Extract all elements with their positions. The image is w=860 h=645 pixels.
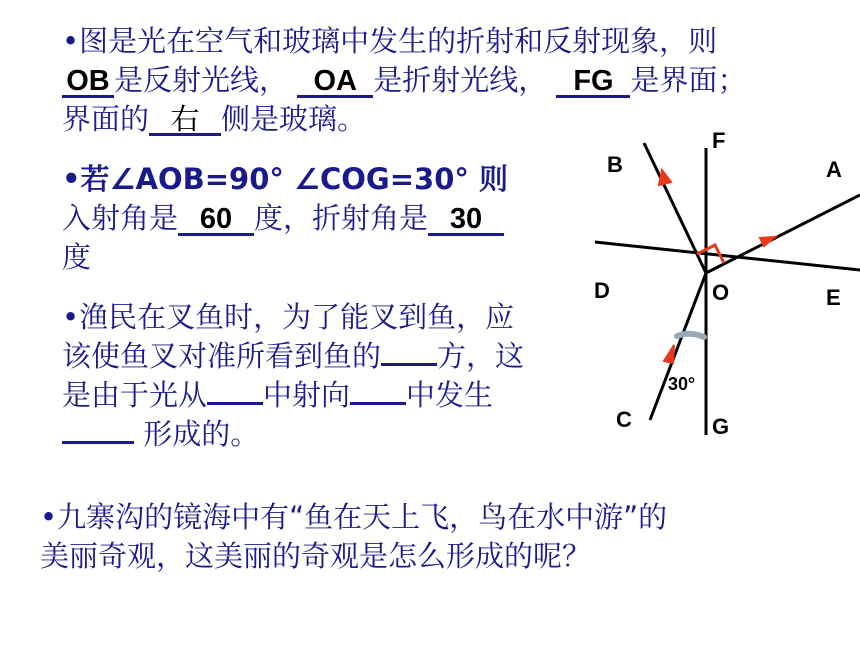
label-E: E [826, 285, 841, 310]
arrow-on-CO [664, 345, 674, 363]
answer-glass-side: 右 [149, 105, 221, 136]
arrow-on-OB [659, 170, 671, 185]
q3-text-direction: 方，这 [437, 339, 525, 373]
answer-interface: FG [556, 67, 630, 98]
q2-line-3: 度 [62, 240, 92, 274]
label-F: F [712, 128, 726, 153]
q2-line-1: •若∠AOB=90° ∠COG=30° 则 [62, 162, 508, 196]
q1-line-1: •图是光在空气和玻璃中发生的折射和反射现象，则 [62, 24, 718, 58]
q3-text-to: 中射向 [263, 378, 351, 412]
q3-text-from: 是由于光从 [62, 378, 208, 412]
q1-text-refracted: 是折射光线， [373, 63, 548, 97]
ray-OB [644, 143, 706, 273]
interface-line-DE [595, 242, 860, 270]
q2-text-refraction: 度，折射角是 [254, 201, 429, 235]
q1-text-side-suffix: 侧是玻璃。 [221, 102, 367, 136]
answer-incidence-angle: 60 [178, 205, 254, 236]
answer-refracted-ray: OA [297, 67, 373, 98]
q3-line-1: •渔民在叉鱼时，为了能叉到鱼，应 [62, 300, 515, 334]
q2-text-incidence: 入射角是 [62, 201, 179, 235]
label-D: D [594, 278, 610, 303]
label-O: O [712, 280, 730, 305]
q3-text-formed: 形成的。 [134, 417, 260, 451]
q1-text-side-prefix: 界面的 [62, 102, 150, 136]
q4-line-1: •九寨沟的镜海中有“鱼在天上飞，鸟在水中游”的 [40, 500, 668, 534]
arrow-on-OA [760, 237, 775, 246]
label-A: A [826, 157, 842, 182]
q1-text-interface: 是界面； [630, 63, 747, 97]
ray-CO [650, 273, 706, 420]
q3-text-occur: 中发生 [406, 378, 494, 412]
q4-line-2: 美丽奇观，这美丽的奇观是怎么形成的呢？ [40, 539, 592, 573]
answer-refraction-angle: 30 [428, 205, 504, 236]
answer-reflected-ray: OB [62, 67, 114, 98]
label-C: C [616, 407, 632, 432]
label-angle-30: 30° [668, 374, 696, 394]
label-B: B [607, 152, 623, 177]
q3-text-aim: 该使鱼叉对准所看到鱼的 [62, 339, 382, 373]
angle-arc-COG [677, 334, 704, 337]
q1-text-reflected: 是反射光线， [114, 63, 289, 97]
label-G: G [712, 414, 730, 439]
